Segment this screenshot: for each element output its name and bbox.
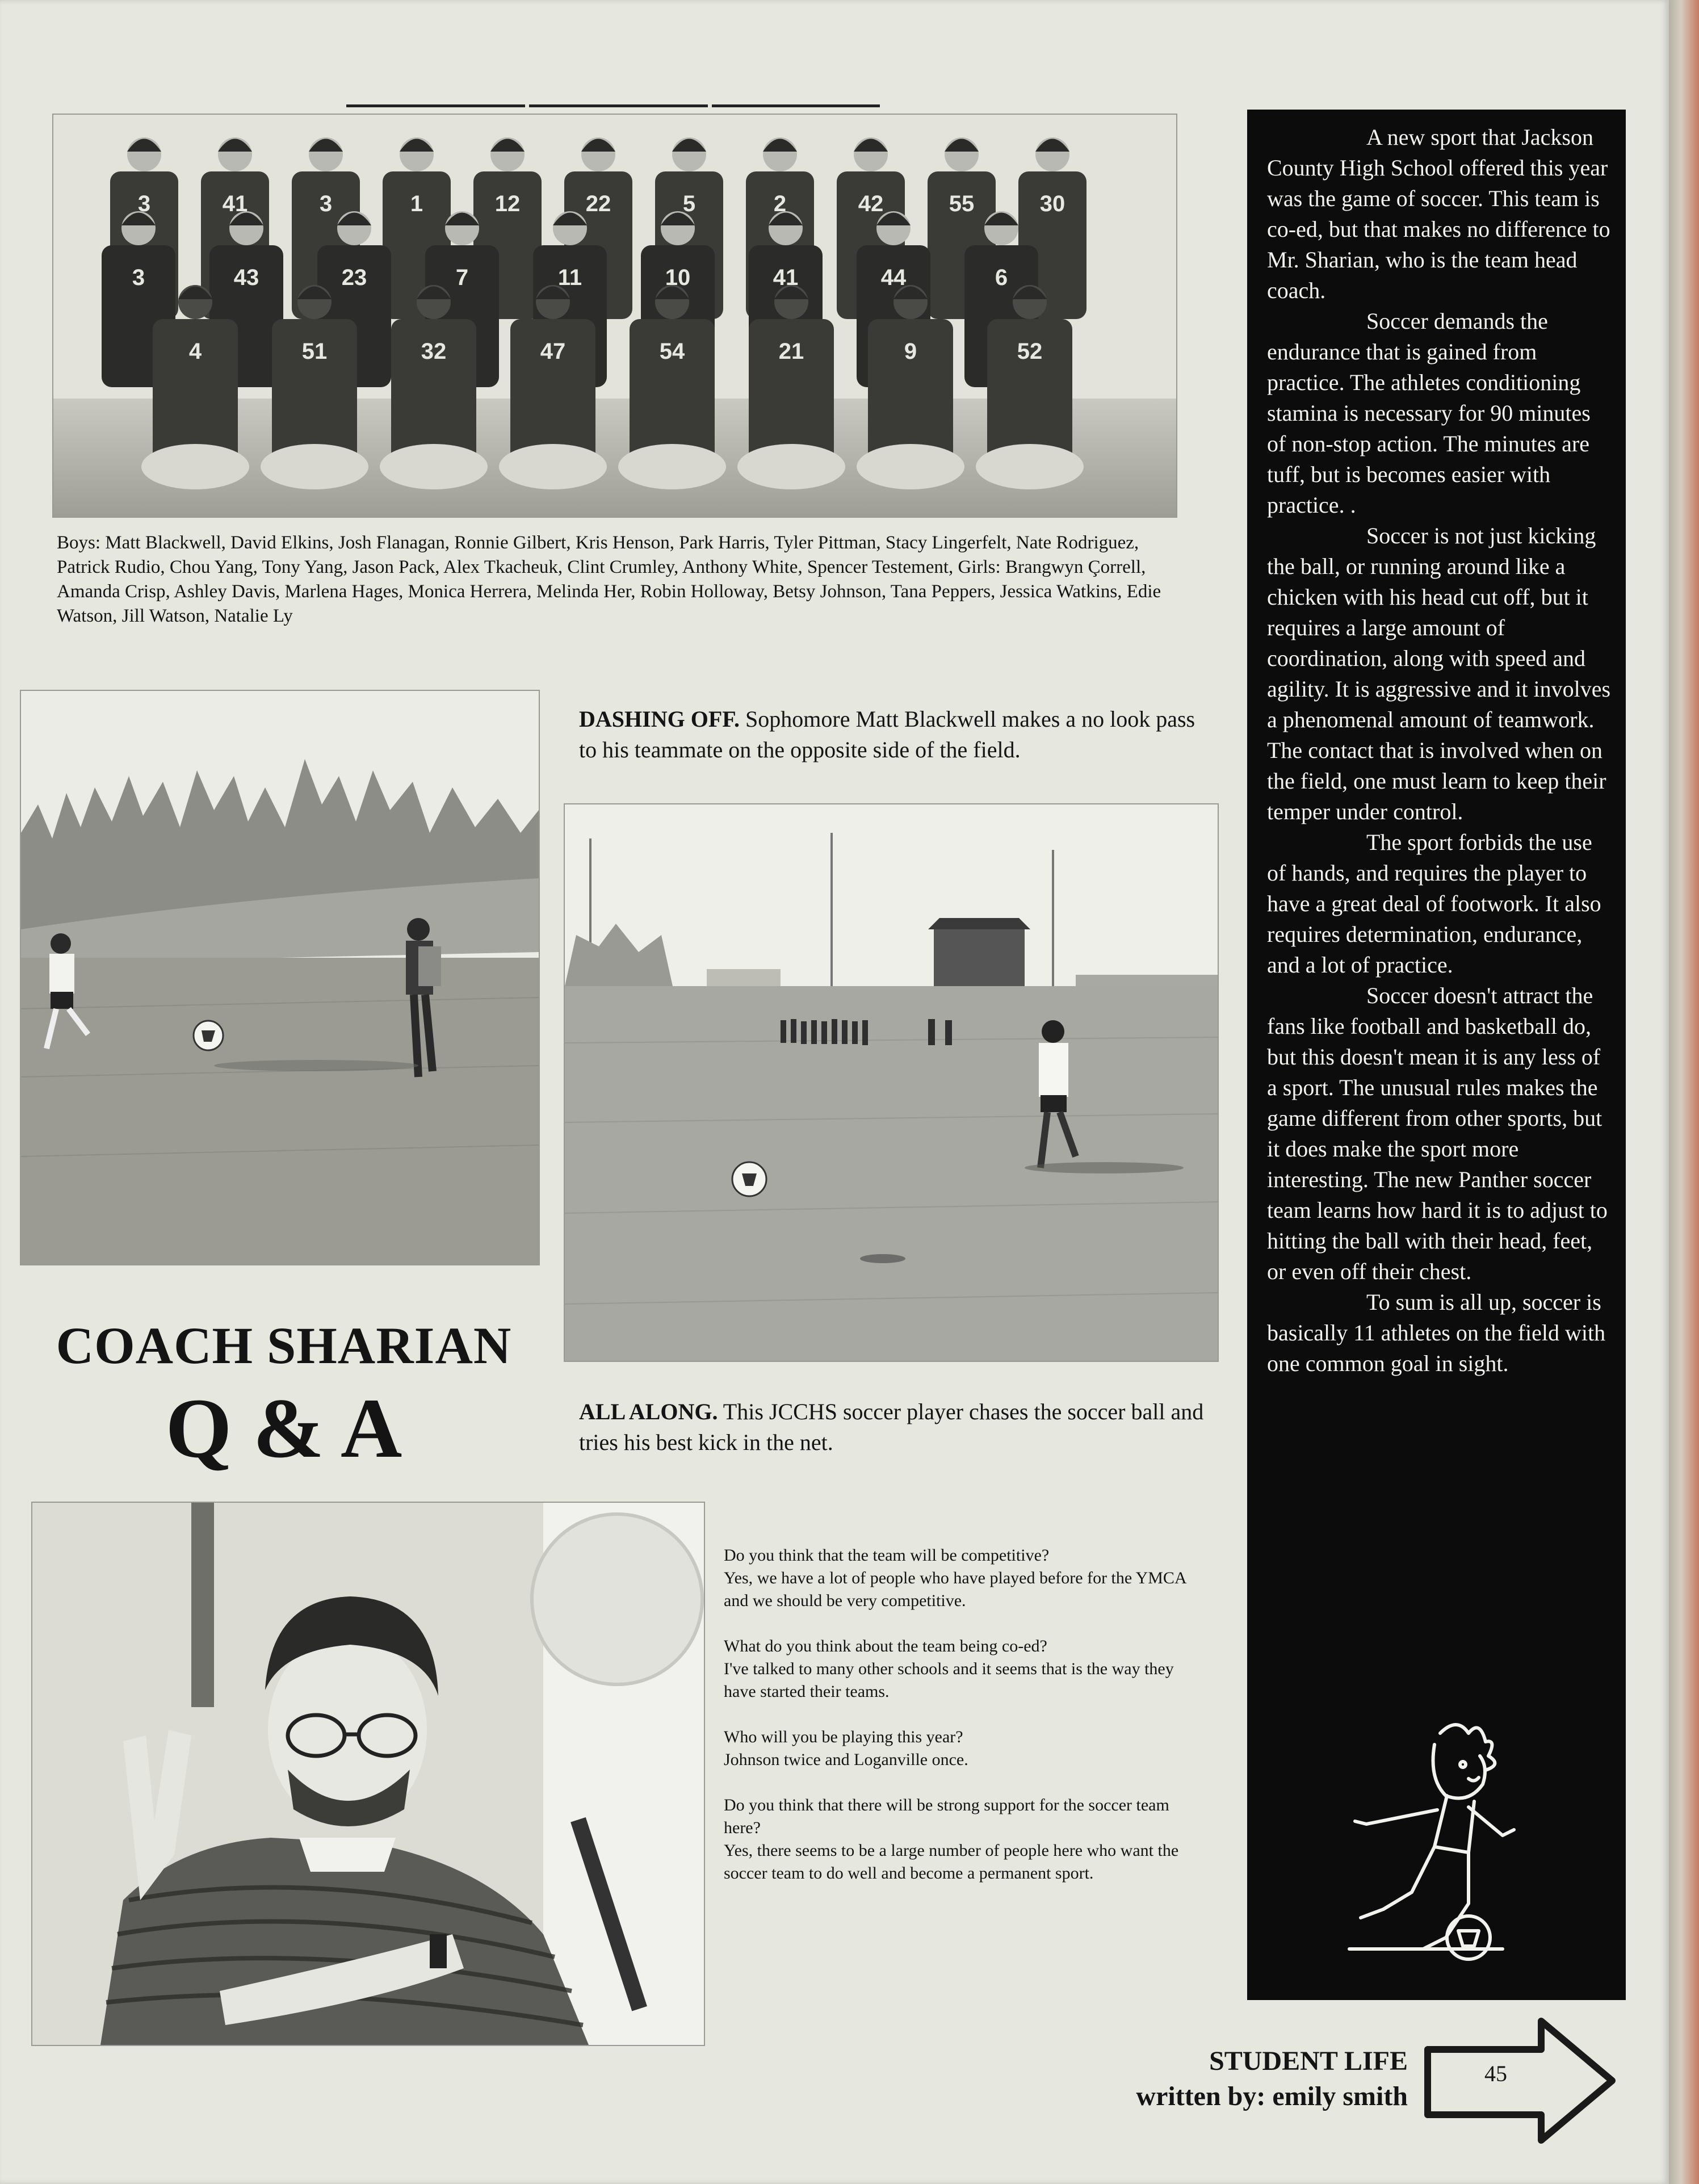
jersey-number: 9 — [904, 339, 917, 364]
jersey-number: 10 — [665, 265, 691, 290]
qa-answer: Johnson twice and Loganville once. — [724, 1750, 968, 1769]
page-edge — [1669, 0, 1699, 2184]
team-photo — [52, 114, 1177, 518]
qa-heading-title: COACH SHARIAN — [56, 1317, 512, 1374]
qa-item — [724, 1726, 1189, 1771]
arrow-right-icon — [1419, 2010, 1624, 2152]
soccer-cartoon-icon — [1298, 1711, 1559, 1972]
jersey-number: 55 — [949, 191, 975, 216]
jersey-number: 1 — [410, 191, 423, 216]
page-number: 45 — [1484, 2061, 1507, 2086]
jersey-number: 5 — [682, 191, 696, 216]
player-legs — [618, 444, 726, 489]
caption-all-along — [579, 1397, 1215, 1458]
article-paragraph: The sport forbids the use of hands, and requires the player to have a great deal of footwork. It also requires determination, endurance, and a lot of practice. — [1267, 829, 1601, 978]
jersey-number: 43 — [233, 265, 259, 290]
article-paragraph: Soccer doesn't attract the fans like football and basketball do, but this doesn't mean it is any less of a sport. The unusual rules makes the game different from other sports, but it does make the sport more interesting. The new Panther soccer team learns how hard it is to adjust to hitting the ball with their head, feet, or even off their chest. — [1267, 983, 1608, 1284]
player-legs — [857, 444, 964, 489]
jersey-number: 41 — [773, 265, 799, 290]
article-paragraph: To sum is all up, soccer is basically 11 athletes on the field with one common goal in sight. — [1267, 1289, 1606, 1376]
caption-all-along-title: ALL ALONG. — [579, 1399, 718, 1424]
qa-item — [724, 1794, 1189, 1885]
caption-dashing-off-title: DASHING OFF. — [579, 706, 740, 732]
qa-question: What do you think about the team being co-ed? — [724, 1637, 1047, 1655]
caption-dashing-off-text: Sophomore Matt Blackwell makes a no look pass to his teammate on the opposite side of the field. — [579, 706, 1195, 762]
jersey-number: 3 — [132, 265, 145, 290]
qa-block — [724, 1544, 1189, 1908]
qa-heading-subtitle: Q & A — [165, 1381, 402, 1475]
caption-dashing-off — [579, 704, 1203, 765]
jersey-number: 42 — [858, 191, 884, 216]
jersey-number: 12 — [494, 191, 521, 216]
jersey-number: 11 — [557, 265, 582, 290]
jersey-number: 47 — [540, 339, 566, 364]
top-rule-3 — [712, 104, 880, 107]
jersey-number: 6 — [995, 265, 1008, 290]
top-rule-1 — [346, 104, 525, 107]
article-paragraph: Soccer demands the endurance that is gained from practice. The athletes conditioning stamina is necessary for 90 minutes of non-stop action. The minutes are tuff, but is becomes easier with practice. . — [1267, 308, 1591, 518]
article-sidebar — [1247, 110, 1626, 2000]
qa-answer: Yes, there seems to be a large number of people here who want the soccer team to do well and become a permanent sport. — [724, 1841, 1179, 1883]
coach-photo — [31, 1502, 705, 2046]
jersey-number: 4 — [188, 339, 202, 364]
qa-question: Who will you be playing this year? — [724, 1728, 963, 1746]
footer-label — [1136, 2044, 1408, 2114]
jersey-number: 3 — [137, 191, 151, 216]
jersey-number: 30 — [1039, 191, 1065, 216]
jersey-number: 23 — [341, 265, 367, 290]
qa-question: Do you think that there will be strong support for the soccer team here? — [724, 1796, 1169, 1837]
qa-item — [724, 1635, 1189, 1703]
jersey-number: 32 — [421, 339, 447, 364]
jersey-number: 44 — [880, 265, 907, 290]
article-paragraph: Soccer is not just kicking the ball, or running around like a chicken with his head cut off, but it requires a large amount of coordination, along with speed and agility. It is aggressive and it involves a phenomenal amount of teamwork. The contact that is involved when on the field, one must learn to keep their temper under control. — [1267, 523, 1611, 824]
player-legs — [499, 444, 607, 489]
qa-heading — [28, 1314, 539, 1477]
article-paragraph: A new sport that Jackson County High School offered this year was the game of soccer. This team is co-ed, but that makes no difference to Mr. Sharian, who is the team head coach. — [1267, 124, 1610, 303]
jersey-number: 22 — [585, 191, 611, 216]
jersey-number: 7 — [455, 265, 469, 290]
jersey-number: 41 — [222, 191, 248, 216]
jersey-number: 51 — [301, 339, 328, 364]
qa-item — [724, 1544, 1189, 1612]
team-roster-caption: Boys: Matt Blackwell, David Elkins, Josh Flanagan, Ronnie Gilbert, Kris Henson, Park Harris, Tyler Pittman, Stacy Lingerfelt, Nate Rodriguez, Patrick Rudio, Chou Yang, Tony Yang, Jason Pack, Alex Tkacheuk, Clint Crumley, Anthony White, Spencer Testement, Girls: Brangwyn Çorrell, Amanda Crisp, Ashley Davis, Marlena Hages, Monica Herrera, Melinda Her, Robin Holloway, Betsy Johnson, Tana Peppers, Jessica Watkins, Edie Watson, Jill Watson, Natalie Ly — [57, 533, 1161, 626]
qa-answer: I've talked to many other schools and it seems that is the way they have started their teams. — [724, 1659, 1174, 1701]
player-legs — [141, 444, 249, 489]
jersey-number: 52 — [1017, 339, 1043, 364]
player-legs — [261, 444, 368, 489]
qa-question: Do you think that the team will be competitive? — [724, 1546, 1050, 1565]
player-legs — [976, 444, 1084, 489]
jersey-number: 3 — [319, 191, 333, 216]
field-photo — [564, 803, 1219, 1362]
jersey-number: 2 — [773, 191, 787, 216]
caption-all-along-text: This JCCHS soccer player chases the soccer ball and tries his best kick in the net. — [579, 1399, 1204, 1455]
section-title: STUDENT LIFE — [1209, 2046, 1408, 2076]
article-text — [1267, 122, 1613, 1379]
jersey-number: 21 — [778, 339, 804, 364]
action-photo-kick — [20, 690, 540, 1265]
byline: written by: emily smith — [1136, 2081, 1408, 2111]
qa-answer: Yes, we have a lot of people who have played before for the YMCA and we should be very competitive. — [724, 1569, 1186, 1610]
jersey-number: 54 — [659, 339, 685, 364]
player-legs — [380, 444, 488, 489]
top-rule-2 — [529, 104, 708, 107]
player-legs — [737, 444, 845, 489]
